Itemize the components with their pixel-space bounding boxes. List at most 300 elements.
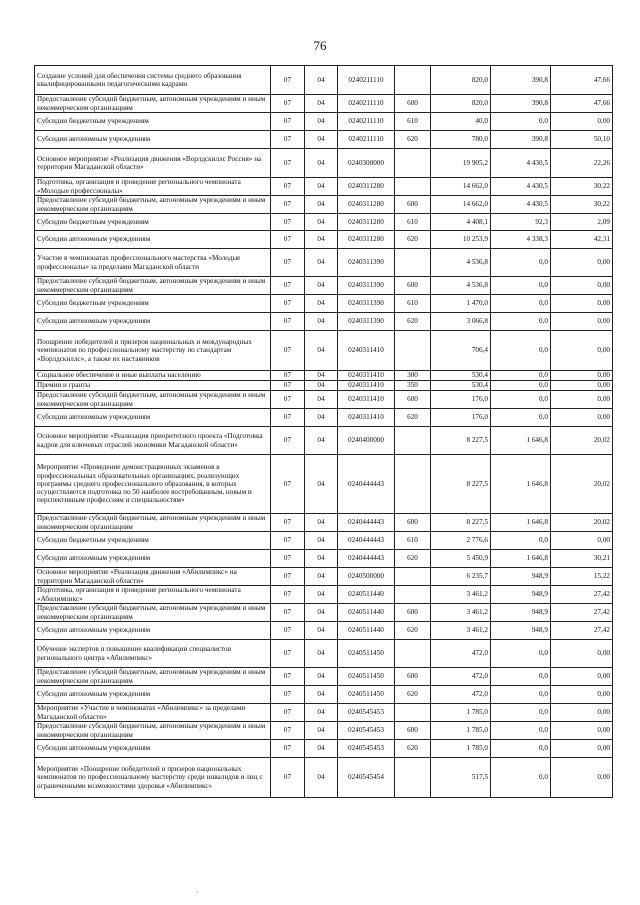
planned-amount: 2 776,6 [431, 532, 491, 550]
executed-amount: 0,0 [491, 331, 551, 371]
expense-type-code: 600 [395, 196, 431, 214]
expense-type-code: 600 [395, 668, 431, 686]
subsection-code: 04 [305, 391, 338, 409]
subsection-code: 04 [305, 686, 338, 704]
executed-amount: 1 646,8 [491, 550, 551, 568]
executed-amount: 0,0 [491, 249, 551, 277]
execution-percent: 0,00 [551, 371, 613, 381]
executed-amount: 4 338,3 [491, 231, 551, 249]
target-article-code: 0240400000 [338, 427, 395, 455]
execution-percent: 22,26 [551, 149, 613, 178]
item-name: Субсидии автономным учреждениям [35, 740, 271, 758]
executed-amount: 948,9 [491, 586, 551, 604]
planned-amount: 530,4 [431, 381, 491, 391]
planned-amount: 4 408,1 [431, 214, 491, 231]
execution-percent: 0,00 [551, 704, 613, 722]
table-row [35, 427, 613, 455]
section-code: 07 [271, 149, 305, 178]
table-row [35, 381, 613, 391]
target-article-code: 0240311390 [338, 313, 395, 331]
target-article-code: 0240311410 [338, 409, 395, 427]
table-row [35, 313, 613, 331]
planned-amount: 176,0 [431, 409, 491, 427]
expense-type-code: 300 [395, 371, 431, 381]
item-name: Субсидии автономным учреждениям [35, 550, 271, 568]
executed-amount: 0,0 [491, 391, 551, 409]
section-code: 07 [271, 249, 305, 277]
expense-type-code [395, 66, 431, 95]
item-name: Мероприятие «Поощрение победителей и призеров национальных чемпионатов по профессиональному мастерству среди инвалидов и лиц с ограниченными возможностями здоровья «Абилимпикс» [35, 758, 271, 798]
expense-type-code [395, 249, 431, 277]
subsection-code: 04 [305, 113, 338, 131]
section-code: 07 [271, 409, 305, 427]
subsection-code: 04 [305, 427, 338, 455]
expense-type-code [395, 568, 431, 586]
target-article-code: 0240500000 [338, 568, 395, 586]
executed-amount: 92,3 [491, 214, 551, 231]
subsection-code: 04 [305, 532, 338, 550]
executed-amount: 0,0 [491, 381, 551, 391]
target-article-code: 0240211110 [338, 66, 395, 95]
execution-percent: 20,02 [551, 427, 613, 455]
subsection-code: 04 [305, 622, 338, 640]
planned-amount: 14 662,0 [431, 178, 491, 196]
table-row [35, 604, 613, 622]
section-code: 07 [271, 391, 305, 409]
target-article-code: 0240511450 [338, 640, 395, 668]
item-name: Создание условий для обеспечения системы среднего образования квалифицированными педагогическими кадрами [35, 66, 271, 95]
section-code: 07 [271, 704, 305, 722]
item-name: Предоставление субсидий бюджетным, автономным учреждениям и иным некоммерческим организациям [35, 514, 271, 532]
execution-percent: 50,10 [551, 131, 613, 149]
table-row [35, 66, 613, 95]
subsection-code: 04 [305, 568, 338, 586]
item-name: Предоставление субсидий бюджетным, автономным учреждениям и иным некоммерческим организациям [35, 277, 271, 295]
subsection-code: 04 [305, 295, 338, 313]
section-code: 07 [271, 214, 305, 231]
expense-type-code: 620 [395, 313, 431, 331]
subsection-code: 04 [305, 586, 338, 604]
item-name: Субсидии автономным учреждениям [35, 231, 271, 249]
subsection-code: 04 [305, 640, 338, 668]
table-row [35, 249, 613, 277]
execution-percent: 0,00 [551, 249, 613, 277]
item-name: Подготовка, организация и проведение регионального чемпионата «Абилимпикс» [35, 586, 271, 604]
execution-percent: 0,00 [551, 381, 613, 391]
table-row [35, 409, 613, 427]
execution-percent: 27,42 [551, 586, 613, 604]
table-row [35, 532, 613, 550]
table-row [35, 113, 613, 131]
table-row [35, 95, 613, 113]
target-article-code: 0240311410 [338, 371, 395, 381]
target-article-code: 0240511450 [338, 686, 395, 704]
execution-percent: 0,00 [551, 722, 613, 740]
section-code: 07 [271, 113, 305, 131]
execution-percent: 20,02 [551, 514, 613, 532]
executed-amount: 0,0 [491, 722, 551, 740]
subsection-code: 04 [305, 313, 338, 331]
target-article-code: 0240311410 [338, 331, 395, 371]
planned-amount: 5 450,9 [431, 550, 491, 568]
table-row [35, 231, 613, 249]
expense-type-code: 620 [395, 740, 431, 758]
executed-amount: 0,0 [491, 409, 551, 427]
executed-amount: 390,8 [491, 95, 551, 113]
expense-type-code [395, 640, 431, 668]
subsection-code: 04 [305, 231, 338, 249]
planned-amount: 6 235,7 [431, 568, 491, 586]
expense-type-code: 350 [395, 381, 431, 391]
item-name: Предоставление субсидий бюджетным, автономным учреждениям и иным некоммерческим организациям [35, 95, 271, 113]
target-article-code: 0240311410 [338, 381, 395, 391]
target-article-code: 0240211110 [338, 131, 395, 149]
target-article-code: 0240311390 [338, 249, 395, 277]
planned-amount: 1 785,0 [431, 704, 491, 722]
table-row [35, 586, 613, 604]
executed-amount: 390,8 [491, 131, 551, 149]
executed-amount: 1 646,8 [491, 427, 551, 455]
table-row [35, 277, 613, 295]
section-code: 07 [271, 313, 305, 331]
target-article-code: 0240311390 [338, 277, 395, 295]
expense-type-code: 620 [395, 622, 431, 640]
page-number: 76 [313, 38, 327, 53]
subsection-code: 04 [305, 331, 338, 371]
section-code: 07 [271, 514, 305, 532]
planned-amount: 1 785,0 [431, 722, 491, 740]
section-code: 07 [271, 295, 305, 313]
planned-amount: 3 461,2 [431, 604, 491, 622]
target-article-code: 0240300000 [338, 149, 395, 178]
execution-percent: 0,00 [551, 113, 613, 131]
item-name: Предоставление субсидий бюджетным, автономным учреждениям и иным некоммерческим организациям [35, 668, 271, 686]
item-name: Участие в чемпионатах профессионального мастерства «Молодые профессионалы» за пределами Магаданской области [35, 249, 271, 277]
subsection-code: 04 [305, 550, 338, 568]
planned-amount: 820,0 [431, 66, 491, 95]
subsection-code: 04 [305, 668, 338, 686]
execution-percent: 0,00 [551, 409, 613, 427]
planned-amount: 8 227,5 [431, 514, 491, 532]
item-name: Предоставление субсидий бюджетным, автономным учреждениям и иным некоммерческим организациям [35, 196, 271, 214]
executed-amount: 4 430,5 [491, 149, 551, 178]
planned-amount: 820,0 [431, 95, 491, 113]
executed-amount: 0,0 [491, 277, 551, 295]
section-code: 07 [271, 586, 305, 604]
executed-amount: 948,9 [491, 568, 551, 586]
executed-amount: 0,0 [491, 758, 551, 798]
section-code: 07 [271, 550, 305, 568]
expense-type-code [395, 178, 431, 196]
subsection-code: 04 [305, 409, 338, 427]
expense-type-code [395, 331, 431, 371]
execution-percent: 27,42 [551, 604, 613, 622]
section-code: 07 [271, 455, 305, 514]
expense-type-code [395, 149, 431, 178]
target-article-code: 0240511440 [338, 622, 395, 640]
table-row [35, 391, 613, 409]
subsection-code: 04 [305, 131, 338, 149]
expense-type-code: 620 [395, 550, 431, 568]
scan-speck: · [196, 887, 199, 897]
execution-percent: 0,00 [551, 331, 613, 371]
item-name: Мероприятие «Проведение демонстрационных экзаменов в профессиональных образовательных организациях, реализующих программы среднего профессионального образования, в которых осуществляется подготовка по 50 наиболее востребованным, новым и перспективным профессиям и специальностям» [35, 455, 271, 514]
subsection-code: 04 [305, 149, 338, 178]
executed-amount: 948,9 [491, 622, 551, 640]
execution-percent: 27,42 [551, 622, 613, 640]
section-code: 07 [271, 427, 305, 455]
execution-percent: 30,22 [551, 178, 613, 196]
expense-type-code: 620 [395, 409, 431, 427]
executed-amount: 0,0 [491, 640, 551, 668]
section-code: 07 [271, 95, 305, 113]
planned-amount: 472,0 [431, 668, 491, 686]
section-code: 07 [271, 686, 305, 704]
subsection-code: 04 [305, 95, 338, 113]
planned-amount: 472,0 [431, 640, 491, 668]
target-article-code: 0240311280 [338, 178, 395, 196]
executed-amount: 0,0 [491, 371, 551, 381]
table-row [35, 722, 613, 740]
expense-type-code [395, 758, 431, 798]
expense-type-code: 600 [395, 722, 431, 740]
planned-amount: 4 536,8 [431, 249, 491, 277]
expense-type-code: 610 [395, 532, 431, 550]
planned-amount: 1 470,0 [431, 295, 491, 313]
planned-amount: 8 227,5 [431, 455, 491, 514]
subsection-code: 04 [305, 740, 338, 758]
section-code: 07 [271, 668, 305, 686]
item-name: Предоставление субсидий бюджетным, автономным учреждениям и иным некоммерческим организациям [35, 391, 271, 409]
planned-amount: 1 785,0 [431, 740, 491, 758]
target-article-code: 0240311280 [338, 196, 395, 214]
item-name: Основное мероприятие «Реализация движения «Абилимпикс» на территории Магаданской области» [35, 568, 271, 586]
subsection-code: 04 [305, 371, 338, 381]
planned-amount: 19 905,2 [431, 149, 491, 178]
target-article-code: 0240444443 [338, 455, 395, 514]
executed-amount: 0,0 [491, 686, 551, 704]
execution-percent: 0,00 [551, 277, 613, 295]
section-code: 07 [271, 277, 305, 295]
table-row [35, 550, 613, 568]
expense-type-code [395, 586, 431, 604]
table-row [35, 131, 613, 149]
subsection-code: 04 [305, 178, 338, 196]
table-row [35, 640, 613, 668]
planned-amount: 780,0 [431, 131, 491, 149]
item-name: Субсидии бюджетным учреждениям [35, 214, 271, 231]
expense-type-code: 610 [395, 295, 431, 313]
planned-amount: 706,4 [431, 331, 491, 371]
subsection-code: 04 [305, 249, 338, 277]
execution-percent: 30,21 [551, 550, 613, 568]
item-name: Предоставление субсидий бюджетным, автономным учреждениям и иным некоммерческим организациям [35, 722, 271, 740]
table-row [35, 295, 613, 313]
target-article-code: 0240211110 [338, 113, 395, 131]
planned-amount: 40,0 [431, 113, 491, 131]
section-code: 07 [271, 604, 305, 622]
expense-type-code: 620 [395, 131, 431, 149]
planned-amount: 10 253,9 [431, 231, 491, 249]
execution-percent: 30,22 [551, 196, 613, 214]
item-name: Субсидии автономным учреждениям [35, 131, 271, 149]
executed-amount: 0,0 [491, 295, 551, 313]
expense-type-code: 600 [395, 95, 431, 113]
expense-type-code: 610 [395, 214, 431, 231]
planned-amount: 176,0 [431, 391, 491, 409]
target-article-code: 0240211110 [338, 95, 395, 113]
subsection-code: 04 [305, 381, 338, 391]
section-code: 07 [271, 66, 305, 95]
planned-amount: 3 066,8 [431, 313, 491, 331]
expense-type-code [395, 427, 431, 455]
executed-amount: 0,0 [491, 113, 551, 131]
planned-amount: 14 662,0 [431, 196, 491, 214]
subsection-code: 04 [305, 722, 338, 740]
item-name: Субсидии бюджетным учреждениям [35, 295, 271, 313]
section-code: 07 [271, 178, 305, 196]
executed-amount: 0,0 [491, 668, 551, 686]
subsection-code: 04 [305, 277, 338, 295]
expense-type-code: 620 [395, 231, 431, 249]
expense-type-code: 610 [395, 113, 431, 131]
table-row [35, 758, 613, 798]
target-article-code: 0240311390 [338, 295, 395, 313]
item-name: Основное мероприятие «Реализация приоритетного проекта «Подготовка кадров для ключевых отраслей экономики Магаданской области» [35, 427, 271, 455]
subsection-code: 04 [305, 66, 338, 95]
planned-amount: 530,4 [431, 371, 491, 381]
executed-amount: 0,0 [491, 313, 551, 331]
table-row [35, 149, 613, 178]
subsection-code: 04 [305, 604, 338, 622]
item-name: Субсидии бюджетным учреждениям [35, 532, 271, 550]
target-article-code: 0240545453 [338, 740, 395, 758]
execution-percent: 0,00 [551, 532, 613, 550]
section-code: 07 [271, 371, 305, 381]
table-row [35, 704, 613, 722]
expense-type-code: 600 [395, 391, 431, 409]
expense-type-code: 600 [395, 604, 431, 622]
section-code: 07 [271, 532, 305, 550]
subsection-code: 04 [305, 514, 338, 532]
target-article-code: 0240444443 [338, 532, 395, 550]
subsection-code: 04 [305, 455, 338, 514]
item-name: Субсидии автономным учреждениям [35, 409, 271, 427]
subsection-code: 04 [305, 704, 338, 722]
target-article-code: 0240545453 [338, 704, 395, 722]
executed-amount: 0,0 [491, 740, 551, 758]
executed-amount: 0,0 [491, 532, 551, 550]
subsection-code: 04 [305, 758, 338, 798]
execution-percent: 0,00 [551, 313, 613, 331]
table-row [35, 686, 613, 704]
section-code: 07 [271, 381, 305, 391]
execution-percent: 42,31 [551, 231, 613, 249]
item-name: Субсидии автономным учреждениям [35, 622, 271, 640]
section-code: 07 [271, 640, 305, 668]
execution-percent: 0,00 [551, 391, 613, 409]
budget-table-body [35, 66, 613, 798]
expense-type-code [395, 704, 431, 722]
target-article-code: 0240545453 [338, 722, 395, 740]
planned-amount: 4 536,8 [431, 277, 491, 295]
executed-amount: 4 430,5 [491, 196, 551, 214]
executed-amount: 1 646,8 [491, 514, 551, 532]
target-article-code: 0240444443 [338, 514, 395, 532]
table-row [35, 371, 613, 381]
budget-table [34, 65, 613, 798]
section-code: 07 [271, 568, 305, 586]
table-row [35, 514, 613, 532]
section-code: 07 [271, 758, 305, 798]
expense-type-code: 600 [395, 514, 431, 532]
execution-percent: 20,02 [551, 455, 613, 514]
table-row [35, 178, 613, 196]
executed-amount: 0,0 [491, 704, 551, 722]
executed-amount: 948,9 [491, 604, 551, 622]
planned-amount: 3 461,2 [431, 586, 491, 604]
expense-type-code: 620 [395, 686, 431, 704]
item-name: Предоставление субсидий бюджетным, автономным учреждениям и иным некоммерческим организациям [35, 604, 271, 622]
section-code: 07 [271, 622, 305, 640]
section-code: 07 [271, 131, 305, 149]
section-code: 07 [271, 196, 305, 214]
table-row [35, 568, 613, 586]
execution-percent: 0,00 [551, 740, 613, 758]
section-code: 07 [271, 722, 305, 740]
item-name: Субсидии автономным учреждениям [35, 686, 271, 704]
executed-amount: 390,8 [491, 66, 551, 95]
target-article-code: 0240545454 [338, 758, 395, 798]
execution-percent: 47,66 [551, 66, 613, 95]
expense-type-code [395, 455, 431, 514]
item-name: Социальное обеспечение и иные выплаты населению [35, 371, 271, 381]
item-name: Субсидии бюджетным учреждениям [35, 113, 271, 131]
target-article-code: 0240311280 [338, 231, 395, 249]
target-article-code: 0240511440 [338, 586, 395, 604]
target-article-code: 0240311410 [338, 391, 395, 409]
target-article-code: 0240311280 [338, 214, 395, 231]
table-row [35, 196, 613, 214]
execution-percent: 47,66 [551, 95, 613, 113]
planned-amount: 8 227,5 [431, 427, 491, 455]
subsection-code: 04 [305, 196, 338, 214]
execution-percent: 15,22 [551, 568, 613, 586]
table-row [35, 331, 613, 371]
table-row [35, 622, 613, 640]
planned-amount: 472,0 [431, 686, 491, 704]
planned-amount: 517,5 [431, 758, 491, 798]
section-code: 07 [271, 231, 305, 249]
table-row [35, 668, 613, 686]
target-article-code: 0240444443 [338, 550, 395, 568]
table-row [35, 455, 613, 514]
execution-percent: 0,00 [551, 295, 613, 313]
item-name: Поощрение победителей и призеров национальных и международных чемпионатов по профессиональному мастерству по стандартам «Ворлдскиллс», а также их наставников [35, 331, 271, 371]
execution-percent: 0,00 [551, 668, 613, 686]
item-name: Субсидии автономным учреждениям [35, 313, 271, 331]
execution-percent: 0,00 [551, 686, 613, 704]
section-code: 07 [271, 740, 305, 758]
executed-amount: 1 646,8 [491, 455, 551, 514]
item-name: Мероприятие «Участие в чемпионатах «Абилимпикс» за пределами Магаданской области» [35, 704, 271, 722]
item-name: Подготовка, организация и проведение регионального чемпионата «Молодые профессионалы» [35, 178, 271, 196]
execution-percent: 0,00 [551, 640, 613, 668]
section-code: 07 [271, 331, 305, 371]
subsection-code: 04 [305, 214, 338, 231]
item-name: Обучение экспертов и повышение квалификации специалистов регионального центра «Абилимпикс» [35, 640, 271, 668]
executed-amount: 4 430,5 [491, 178, 551, 196]
